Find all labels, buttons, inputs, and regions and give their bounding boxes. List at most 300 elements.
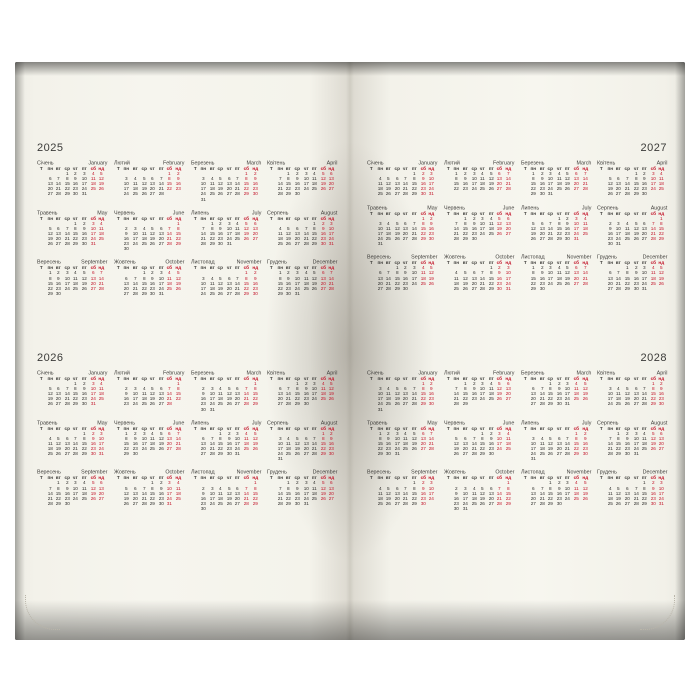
- day-cell: 21: [303, 236, 309, 242]
- month-name-en: May: [427, 418, 438, 426]
- day-cell: 16: [428, 391, 435, 397]
- month-day-grid: [521, 476, 591, 507]
- day-cell: 29: [505, 501, 511, 507]
- day-cell: 4: [540, 436, 544, 442]
- day-cell: 11: [582, 220, 588, 227]
- day-cell: 17: [530, 446, 536, 452]
- day-cell: 16: [641, 181, 648, 187]
- dow-label: пт: [641, 210, 648, 216]
- day-cell: 17: [277, 446, 283, 452]
- day-cell: 3: [634, 430, 638, 437]
- day-cell: 4: [489, 215, 493, 222]
- day-cell: 23: [286, 285, 292, 292]
- day-cell: 12: [565, 270, 571, 276]
- day-cell: 8: [412, 485, 416, 491]
- day-cell: 16: [149, 280, 156, 287]
- day-cell: 24: [377, 401, 383, 407]
- day-cell: 31: [235, 451, 241, 457]
- day-cell: 20: [530, 495, 536, 502]
- day-cell: 1: [125, 430, 128, 437]
- day-cell: 28: [539, 501, 545, 507]
- dow-label: пт: [411, 376, 417, 382]
- day-cell: 20: [158, 396, 164, 402]
- day-cell: 28: [411, 236, 417, 242]
- day-cell: 26: [411, 446, 417, 452]
- day-cell: 26: [90, 495, 96, 502]
- day-cell: 15: [530, 275, 536, 281]
- dow-label: нд: [658, 260, 665, 266]
- dow-label: нд: [428, 166, 435, 172]
- day-cell: 18: [420, 275, 426, 281]
- dow-label: ср: [394, 376, 400, 382]
- month-name-ua: Жовтень: [113, 258, 136, 265]
- day-cell: 1: [278, 270, 282, 276]
- day-cell: 24: [167, 495, 173, 502]
- page-top-shadow: [15, 62, 685, 76]
- day-cell: 8: [65, 176, 69, 182]
- day-cell: 26: [616, 501, 622, 507]
- month-name-en: June: [172, 208, 185, 216]
- month-name-ua: Травень: [37, 418, 58, 426]
- month-day-grid: [444, 377, 514, 408]
- day-cell: 23: [582, 446, 588, 452]
- day-cell: 15: [124, 441, 130, 447]
- day-cell: 9: [296, 485, 299, 491]
- month-name-en: April: [326, 159, 338, 166]
- day-cell: 31: [565, 401, 571, 407]
- day-cell: 11: [218, 490, 223, 497]
- day-cell: 17: [209, 495, 215, 502]
- day-cell: 13: [530, 391, 536, 397]
- day-cell: 20: [55, 236, 62, 242]
- day-cell: 8: [287, 176, 291, 182]
- day-cell: 16: [462, 181, 468, 187]
- day-cell: 24: [547, 280, 554, 287]
- day-cell: 14: [141, 490, 147, 497]
- dow-label: пн: [607, 210, 613, 216]
- day-cell: 11: [320, 386, 326, 392]
- day-cell: 7: [472, 436, 476, 442]
- day-cell: 8: [74, 386, 77, 392]
- day-cell: 13: [235, 490, 241, 497]
- day-cell: 22: [659, 231, 665, 237]
- day-cell: 28: [539, 401, 545, 407]
- day-cell: 18: [556, 181, 562, 187]
- day-cell: 14: [158, 181, 164, 187]
- day-cell: 22: [311, 236, 318, 242]
- day-cell: 11: [573, 386, 579, 392]
- day-cell: 27: [252, 236, 258, 242]
- month-name-ua: Червень: [443, 203, 465, 211]
- month-name-en: February: [162, 369, 185, 376]
- day-cell: 31: [90, 401, 96, 407]
- day-cell: 13: [394, 181, 400, 187]
- day-cell: 15: [479, 441, 486, 447]
- day-cell: 13: [403, 226, 409, 232]
- day-cell: 23: [607, 236, 613, 242]
- dow-label: пн: [200, 475, 207, 481]
- day-cell: 17: [428, 490, 435, 497]
- day-cell: 19: [98, 181, 105, 187]
- day-cell: 13: [624, 490, 630, 497]
- year-label: 2027: [640, 142, 667, 154]
- dow-label: чт: [149, 215, 155, 222]
- dow-label: вт: [462, 210, 468, 216]
- day-cell-empty: [96, 402, 107, 409]
- dow-label: нд: [428, 475, 435, 481]
- day-cell: 16: [217, 231, 224, 237]
- day-cell: 1: [168, 171, 171, 177]
- day-cell: 8: [412, 176, 416, 182]
- day-cell: 8: [57, 485, 60, 491]
- dow-label: ср: [547, 425, 554, 432]
- day-cell: 29: [650, 401, 656, 407]
- month-day-grid: [597, 167, 667, 198]
- month-name-ua: Січень: [367, 369, 384, 376]
- dow-label: пн: [277, 475, 283, 481]
- day-cell: 16: [385, 441, 392, 447]
- day-cell: 28: [547, 236, 554, 242]
- day-cell: 22: [556, 231, 562, 237]
- day-cell: 5: [321, 171, 325, 177]
- day-cell: 9: [557, 485, 561, 491]
- day-cell: 10: [462, 490, 468, 497]
- day-cell: 29: [530, 191, 536, 197]
- dow-label: пн: [123, 425, 130, 432]
- day-cell: 10: [73, 485, 79, 491]
- month-block: [444, 370, 514, 413]
- day-cell: 30: [81, 241, 87, 247]
- day-cell: 7: [412, 386, 416, 392]
- day-cell: 21: [55, 186, 62, 192]
- day-cell: 27: [329, 495, 335, 502]
- day-cell: 3: [481, 381, 484, 387]
- day-cell: 7: [278, 176, 282, 182]
- day-cell: 27: [471, 285, 477, 292]
- day-cell: 27: [235, 401, 241, 407]
- month-name-en: March: [576, 369, 591, 376]
- dow-label: ср: [64, 265, 70, 271]
- day-cell: 7: [455, 386, 458, 392]
- day-cell: 22: [217, 446, 224, 452]
- day-cell: 12: [252, 436, 258, 442]
- day-cell: 25: [556, 186, 562, 192]
- month-name-ua: Вересень: [367, 468, 391, 475]
- day-cell: 20: [303, 446, 309, 452]
- dow-label: пт: [565, 210, 571, 216]
- dow-label: чт: [403, 166, 409, 172]
- month-row-inner: [367, 420, 667, 463]
- day-cell: 4: [219, 485, 222, 491]
- day-cell: 28: [505, 186, 511, 192]
- dow-label: вт: [132, 166, 138, 172]
- dow-label: вт: [55, 475, 62, 481]
- day-cell: 29: [633, 191, 639, 197]
- day-cell: 7: [176, 430, 180, 437]
- month-name-ua: Лютий: [443, 159, 460, 166]
- dow-label: чт: [556, 260, 562, 266]
- day-cell: 18: [73, 280, 79, 287]
- day-cell: 4: [82, 480, 86, 486]
- month-day-grid: [521, 261, 591, 292]
- day-cell: 3: [210, 386, 214, 392]
- day-cell: 31: [573, 236, 579, 242]
- day-cell: 9: [557, 386, 561, 392]
- day-cell: 25: [607, 501, 613, 507]
- day-cell: 15: [277, 280, 283, 287]
- day-cell: 30: [200, 506, 206, 512]
- day-cell: 24: [158, 285, 164, 292]
- day-cell: 13: [641, 226, 648, 232]
- day-cell: 25: [90, 186, 96, 192]
- day-cell: 8: [455, 176, 458, 182]
- month-name-en: October: [495, 253, 515, 260]
- day-cell: 21: [641, 396, 648, 402]
- day-cell: 23: [403, 280, 409, 287]
- day-cell: 11: [99, 386, 104, 392]
- month-row: [367, 254, 667, 292]
- day-cell: 17: [462, 495, 468, 502]
- dow-label: вт: [462, 475, 468, 481]
- day-cell: 19: [530, 231, 536, 237]
- day-cell: 12: [411, 436, 417, 442]
- day-cell: 18: [209, 285, 215, 292]
- day-cell: 9: [296, 176, 299, 182]
- dow-label: нд: [658, 376, 665, 382]
- day-cell: 28: [158, 191, 164, 197]
- dow-label: нд: [582, 210, 588, 216]
- day-cell: 14: [403, 181, 409, 187]
- day-cell: 2: [489, 430, 493, 437]
- day-cell: 31: [633, 451, 639, 457]
- day-cell: 12: [582, 386, 588, 392]
- day-cell: 25: [47, 451, 53, 457]
- day-cell: 23: [175, 186, 181, 192]
- day-cell: 27: [226, 191, 232, 197]
- day-cell: 27: [226, 291, 232, 297]
- day-cell: 12: [497, 386, 503, 392]
- dow-label: пн: [47, 265, 53, 271]
- day-cell: 30: [565, 236, 571, 242]
- dow-label: сб: [243, 166, 250, 172]
- day-cell: 2: [133, 430, 137, 437]
- day-cell: 7: [583, 265, 587, 271]
- day-cell-empty: [503, 402, 514, 409]
- dow-label: сб: [90, 215, 96, 222]
- month-row-inner: [37, 469, 337, 512]
- day-cell: 12: [124, 490, 130, 497]
- dow-label: пт: [158, 425, 164, 432]
- day-cell: 20: [277, 396, 283, 402]
- day-cell: 6: [159, 226, 163, 232]
- day-cell: 16: [497, 275, 503, 281]
- dow-label: нд: [328, 166, 335, 172]
- day-cell: 24: [141, 446, 147, 452]
- day-cell: 26: [659, 280, 665, 287]
- day-cell: 29: [141, 291, 147, 297]
- day-cell: 17: [90, 391, 96, 397]
- day-cell: 23: [294, 186, 300, 192]
- day-cell: 2: [421, 480, 425, 486]
- dow-label: сб: [90, 166, 96, 172]
- dow-label: нд: [328, 425, 335, 432]
- day-cell-empty: [426, 451, 437, 458]
- day-cell: 10: [377, 226, 383, 232]
- day-cell: 11: [659, 176, 665, 182]
- day-cell: 14: [582, 176, 588, 182]
- dow-label: Т: [446, 475, 450, 481]
- day-cell: 27: [573, 186, 579, 192]
- day-cell: 25: [385, 236, 392, 242]
- dow-label: пт: [488, 210, 494, 216]
- day-cell: 4: [506, 430, 510, 437]
- day-cell: 3: [532, 436, 535, 442]
- day-cell: 12: [55, 441, 62, 447]
- day-cell: 4: [278, 226, 282, 232]
- day-cell: 6: [472, 270, 476, 276]
- day-cell: 5: [634, 220, 638, 227]
- day-cell: 22: [286, 495, 292, 502]
- month-name-en: October: [495, 468, 515, 475]
- day-cell: 24: [411, 280, 417, 287]
- dow-label: пн: [453, 210, 460, 216]
- day-cell: 7: [65, 386, 69, 392]
- dow-label: пн: [277, 166, 283, 172]
- month-name-ua: Грудень: [267, 468, 288, 475]
- day-cell: 28: [277, 191, 283, 197]
- month-row-inner: [37, 370, 337, 413]
- dow-label: ср: [64, 166, 70, 172]
- day-cell: 12: [428, 270, 435, 276]
- day-cell: 28: [55, 191, 62, 197]
- day-cell: 9: [498, 270, 501, 276]
- day-cell: 13: [497, 176, 503, 182]
- day-cell: 18: [90, 181, 96, 187]
- day-cell: 23: [454, 501, 460, 507]
- day-cell: 3: [227, 220, 231, 227]
- day-cell: 17: [377, 231, 383, 237]
- dow-label: пт: [311, 376, 318, 382]
- day-cell: 28: [209, 451, 215, 457]
- day-cell: 16: [124, 236, 130, 242]
- day-cell: 27: [98, 495, 105, 502]
- day-cell: 16: [556, 391, 562, 397]
- dow-label: чт: [633, 260, 639, 266]
- dow-label: вт: [286, 265, 292, 271]
- day-cell: 6: [395, 485, 399, 491]
- dow-label: пт: [158, 376, 164, 382]
- day-cell: 18: [320, 391, 326, 397]
- day-cell: 17: [479, 391, 486, 397]
- day-cell: 8: [506, 485, 510, 491]
- dow-label: сб: [496, 425, 503, 432]
- month-name-ua: Травень: [367, 203, 388, 211]
- day-cell: 28: [650, 236, 656, 242]
- dow-label: пт: [311, 425, 318, 432]
- dow-label: Т: [523, 260, 527, 266]
- day-cell: 15: [252, 391, 258, 397]
- day-cell: 19: [217, 186, 224, 192]
- day-cell: 21: [167, 236, 173, 242]
- day-cell: 30: [90, 451, 96, 457]
- dow-label: вт: [286, 215, 292, 222]
- day-cell: 17: [303, 181, 309, 187]
- dow-label: нд: [328, 265, 335, 271]
- dow-label: вт: [616, 166, 622, 172]
- dow-label: чт: [403, 210, 409, 216]
- dow-label: пн: [530, 425, 537, 432]
- day-cell: 17: [547, 275, 554, 281]
- day-cell: 9: [219, 226, 222, 232]
- day-cell: 23: [149, 285, 156, 292]
- dow-label: чт: [149, 166, 155, 172]
- day-cell: 10: [565, 485, 571, 491]
- day-cell: 22: [294, 396, 300, 402]
- month-block: [114, 469, 184, 512]
- day-cell: 28: [167, 401, 173, 407]
- day-cell: 13: [90, 275, 96, 281]
- dow-label: Т: [116, 215, 120, 222]
- day-cell: 20: [607, 280, 613, 287]
- month-day-grid: [267, 266, 337, 297]
- day-cell: 17: [64, 280, 70, 287]
- month-row-inner: [367, 469, 667, 512]
- day-cell: 15: [547, 490, 554, 497]
- day-cell: 16: [539, 181, 545, 187]
- year-block-2026: [37, 352, 337, 587]
- month-block: [191, 160, 261, 203]
- day-cell: 30: [556, 501, 562, 507]
- day-cell: 16: [329, 441, 335, 447]
- day-cell: 8: [643, 485, 646, 491]
- day-cell: 31: [209, 406, 215, 412]
- month-name-ua: Грудень: [597, 253, 618, 260]
- month-day-grid: [37, 217, 107, 248]
- dow-label: вт: [462, 166, 468, 172]
- dow-label: пн: [47, 376, 53, 382]
- month-block: [191, 210, 261, 253]
- day-cell: 22: [81, 446, 87, 452]
- day-cell: 21: [311, 446, 318, 452]
- day-cell: 16: [420, 181, 426, 187]
- dow-label: нд: [328, 215, 335, 222]
- day-cell: 19: [385, 186, 392, 192]
- day-cell: 24: [530, 451, 536, 457]
- day-cell: 5: [57, 436, 60, 442]
- day-cell: 20: [403, 396, 409, 402]
- day-cell: 6: [540, 220, 544, 227]
- month-name-ua: Липень: [520, 203, 539, 211]
- day-cell: 27: [329, 186, 335, 192]
- day-cell: 16: [175, 181, 181, 187]
- day-cell: 4: [168, 270, 171, 276]
- day-cell: 17: [659, 490, 665, 497]
- day-cell: 12: [659, 270, 665, 276]
- day-cell: 9: [253, 176, 257, 182]
- day-cell: 17: [235, 441, 241, 447]
- month-row-inner: [367, 254, 667, 292]
- day-cell: 11: [488, 386, 494, 392]
- day-cell: 20: [505, 226, 511, 232]
- day-cell: 25: [286, 451, 292, 457]
- day-cell: 11: [386, 226, 391, 232]
- day-cell: 2: [430, 215, 433, 222]
- day-cell: 19: [659, 275, 665, 281]
- day-cell: 14: [547, 226, 554, 232]
- day-cell: 13: [633, 391, 639, 397]
- day-cell: 20: [420, 441, 426, 447]
- dow-label: пт: [235, 166, 241, 172]
